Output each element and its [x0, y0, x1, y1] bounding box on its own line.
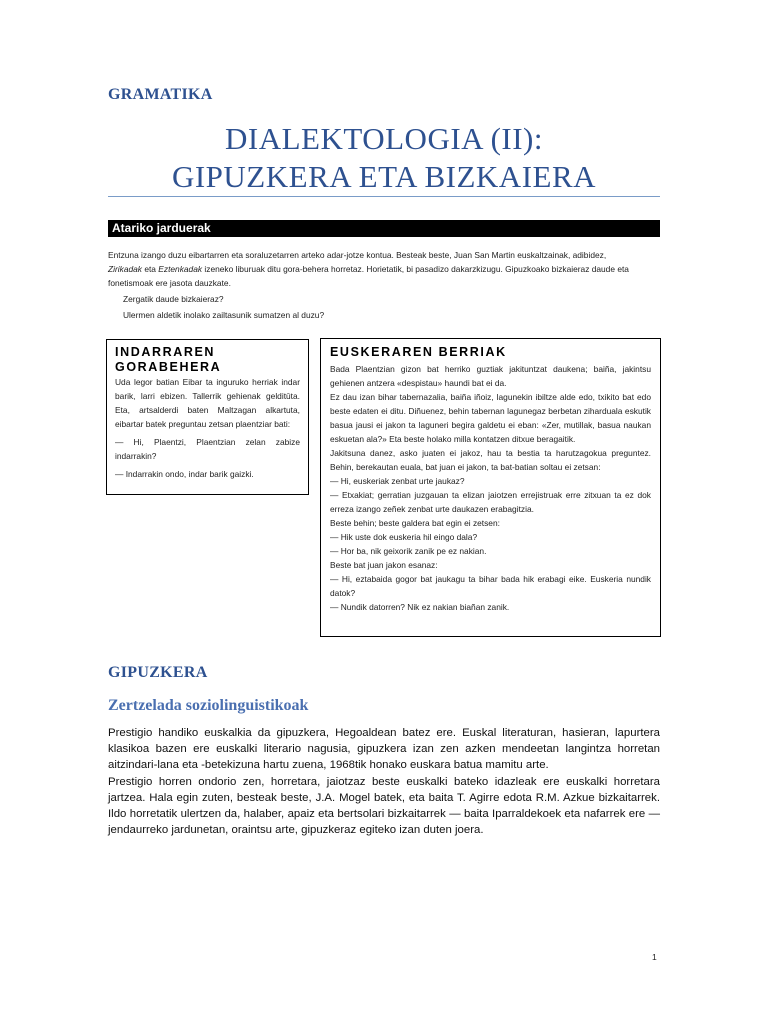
section-label: GRAMATIKA [108, 86, 213, 103]
intro-section [108, 248, 660, 322]
book-title-zirikadak: Zirikadak [108, 264, 142, 274]
title-divider [108, 196, 660, 197]
story-line: — Hi, eztabaida gogor bat jaukagu ta bihar bada hik erabagi eike. Euskeria nundik datok? [330, 574, 651, 598]
story-box-euskeraren-berriak [320, 338, 661, 637]
story-line: — Hik uste dok euskeria hil eingo dala? [330, 532, 478, 542]
story-line: Ez dau izan bihar tabernazalia, baiña iñoiz, lagunekin ibiltze alde edo, txikito bat edo beste edaten ei ditu. Diñuenez, behin tabernan lagunegaz berbetan ziharduala eskutik basua jausi ei jakon ta laguneri begira galdetu ei eban: «Zer, mutillak, basua naukan eskuetan ala?» Eta beste holako milla kontatzen ditxue beragaitik. [330, 392, 651, 444]
intro-text-1: Entzuna izango duzu eibartarren eta soraluzetarren arteko adar-jotze kontua. Besteak beste, Juan San Martin euskaltzainak, adibidez, [108, 250, 607, 260]
subsection-heading: Zertzelada soziolinguistikoak [108, 697, 309, 714]
title-line-2: GIPUZKERA ETA BIZKAIERA [171, 159, 597, 194]
story-line: — Hi, euskeriak zenbat urte jaukaz? [330, 476, 465, 486]
story-line: Beste bat juan jakon esanaz: [330, 560, 438, 570]
story-title-line-2: GORABEHERA [115, 360, 222, 374]
question-1: Zergatik daude bizkaieraz? [123, 294, 224, 304]
story-title [115, 345, 300, 375]
question-2: Ulermen aldetik inolako zailtasunik sumatzen al duzu? [123, 310, 325, 320]
story-title: EUSKERAREN BERRIAK [330, 345, 507, 359]
book-title-eztenkadak: Eztenkadak [158, 264, 203, 274]
story-line: — Etxakiat; gerratian juzgauan ta elizan jaiotzen errejistruak erre zitxuan ta ez dok erreza izango zeñek zenbat urte daukazen erabagitzia. [330, 490, 651, 514]
body-text [108, 725, 660, 839]
story-dialog-2: — Indarrakin ondo, indar barik gaizki. [115, 469, 254, 479]
story-line: — Nundik datorren? Nik ez nakian biañan zanik. [330, 602, 510, 612]
page-title [108, 120, 660, 196]
body-paragraph-1: Prestigio handiko euskalkia da gipuzkera, Hegoaldean batez ere. Euskal literaturan, hasieran, lapurtera klasikoa bazen ere euskalki literario nagusia, gipuzkera izan zen azken mendeetan langintza horretan aitzindari-lana eta -betekizuna hartu zuena, 1968tik honako euskara batua mamitu arte. [108, 727, 660, 771]
activity-header-bar: Atariko jarduerak [108, 220, 660, 237]
story-paragraph: Uda legor batian Eibar ta inguruko herriak indar barik, larri ebizen. Tallerrik gehienak gelditūta. Eta, artsalderdi baten Maltzagan alkartuta, eibartar batek preguntau zetsan plaentziar bati: [115, 377, 300, 429]
section-heading: GIPUZKERA [108, 664, 208, 681]
story-box-indarraren-gorabehera [106, 339, 309, 495]
title-line-1: DIALEKTOLOGIA (II): [225, 121, 543, 156]
intro-text-2: izeneko liburuak ditu gora-behera horretaz. Horietatik, bi pasadizo dakarzkizugu. Gipuzkoako bizkaieraz daude eta fonetismoak ere jasota dauzkate. [108, 264, 629, 288]
story-line: Beste behin; beste galdera bat egin ei zetsen: [330, 518, 500, 528]
story-line: Jakitsuna danez, asko juaten ei jakoz, hau ta bestia ta harutzagokua preguntez. Behin, berekautan euala, bat juan ei jakon, ta bat-batian soltau ei zetsan: [330, 448, 651, 472]
story-dialog-1: — Hi, Plaentzi, Plaentzian zelan zabize indarrakin? [115, 437, 300, 461]
story-line: Bada Plaentzian gizon bat herriko guztiak jakituntzat daukena; baiña, jakintsu gehienen antzera «despistau» haundi bat ei da. [330, 364, 651, 388]
intro-conjunction: eta [144, 264, 156, 274]
intro-paragraph [108, 248, 660, 290]
body-paragraph-2: Prestigio horren ondorio zen, horretara, jaiotzaz beste euskalki bateko idazleak ere euskalki horretara jartzea. Hala egin zuten, besteak beste, J.A. Mogel batek, eta baita T. Agirre edota R.M. Azkue bizkaitarrek. Ildo horretatik ulertzen da, halaber, apaiz eta bertsolari bizkaitarrek — baita Iparraldekoek eta nafarrek ere — jendaurreko jardunetan, oraintsu arte, gipuzkeraz egiteko izan duten joera. [108, 776, 660, 836]
story-title-line-1: INDARRAREN [115, 345, 216, 359]
page-number: 1 [652, 952, 657, 962]
story-line: — Hor ba, nik geixorik zanik pe ez nakian. [330, 546, 487, 556]
